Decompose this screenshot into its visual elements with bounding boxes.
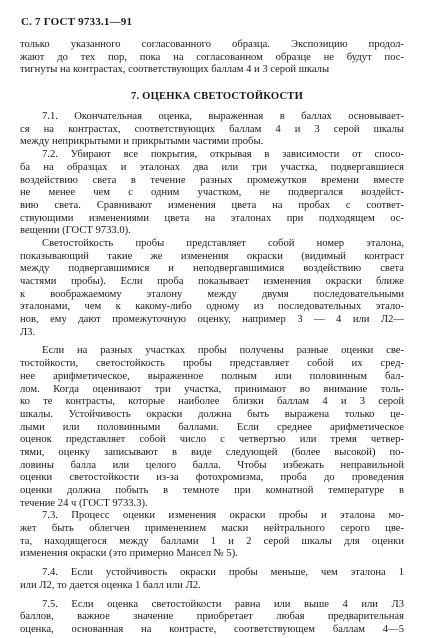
paragraph-lightfastness bbox=[20, 238, 404, 340]
spacer bbox=[20, 77, 404, 90]
text-line: оценки должна побыть в темноте при комнатной температуре в bbox=[20, 485, 404, 496]
text-line: 7.4. Если устойчивость окраски пробы меньше, чем эталона 1 bbox=[42, 567, 404, 579]
text-line: нов, ему дают промежуточную оценку, например 3 — 4 или Л2— bbox=[20, 314, 404, 326]
text-line: течение 24 ч (ГОСТ 9733.3). bbox=[20, 497, 148, 509]
text-line: между неприкрытыми и прикрытыми частями пробы. bbox=[20, 136, 264, 148]
document-body bbox=[20, 39, 404, 637]
spacer bbox=[20, 103, 404, 111]
text-line: 7.2. Убирают все покрытия, открывая в зависимости от спосо- bbox=[42, 149, 404, 161]
text-line: частями пробы). Если проба показывает изменения окраски ближе bbox=[20, 276, 404, 287]
text-line: та, находящегося между баллами 1 и 2 серой шкалы для оценки bbox=[20, 535, 404, 547]
text-line: не менее чем с одним участком, не подвергался воздейст- bbox=[20, 187, 404, 199]
text-line: ловины балла или целого балла. Чтобы избежать неправильной bbox=[20, 459, 404, 471]
text-line: изменения окраски (это примерно Мансел № 5). bbox=[20, 548, 238, 560]
text-line: лом. Когда оценивают три участка, принимают во внимание толь- bbox=[20, 383, 404, 395]
paragraph-7-2 bbox=[20, 149, 404, 238]
text-line: тигнуты на контрастах, соответствующих баллам 4 и 3 серой шкалы bbox=[20, 64, 330, 76]
text-line: шкалы. Устойчивость окраски должна быть выражена только це- bbox=[20, 408, 404, 420]
text-line: воздействию света в течение разных промежутков времени вместе bbox=[20, 174, 404, 186]
text-line: оценка, основанная на контрасте, соответствующем баллам 4—5 bbox=[20, 623, 404, 635]
paragraph-7-3 bbox=[20, 510, 404, 561]
text-line: тостойкости, светостойкость пробы представляет собой их сред- bbox=[20, 358, 404, 370]
text-line: вещении (ГОСТ 9733.0). bbox=[20, 225, 131, 237]
text-line: эталонами, чем к какому-либо одному из последовательных этало- bbox=[20, 301, 404, 313]
text-line: лыми или половинными баллами. Если среднее арифметическое bbox=[20, 421, 404, 433]
section-heading: 7. ОЦЕНКА СВЕТОСТОЙКОСТИ bbox=[130, 91, 304, 103]
text-line: ко те контрасты, которые наиболее близки баллам 4 и 3 серой bbox=[20, 396, 404, 408]
text-line: оценок представляет собой число с четвертью или тремя четвер- bbox=[20, 434, 404, 446]
text-line: баллов, важное значение приобретает любая предварительная bbox=[20, 611, 404, 623]
text-line: Если на разных участках пробы получены разные оценки све- bbox=[42, 345, 404, 357]
text-line: к воображаемому эталону между двумя последовательными bbox=[20, 288, 404, 300]
text-line: только указанного согласованного образца. Экспозицию продол- bbox=[20, 39, 404, 50]
text-line: вию света. Сравнивают изменения цвета на пробах с соответ- bbox=[20, 199, 404, 211]
text-line: нее арифметическое, выраженное полным или половинным бал- bbox=[20, 370, 404, 382]
paragraph-7-5 bbox=[20, 599, 404, 637]
text-line: жают до тех пор, пока на согласованном образце не будут пос- bbox=[20, 51, 404, 63]
text-line: 7.3. Процесс оценки изменения окраски пробы и эталона мо- bbox=[42, 510, 404, 522]
text-line: 7.1. Окончательная оценка, выраженная в баллах основывает- bbox=[42, 111, 404, 123]
text-line: тями, оценку записывают в виде следующей (более высокой) по- bbox=[20, 446, 404, 458]
text-line: между подвергавшимися и неподвергавшимися воздействию света bbox=[20, 263, 404, 275]
text-line: ся на контрастах, соответствующих баллам 4 и 3 серой шкалы bbox=[20, 123, 404, 135]
text-line: 7.5. Если оценка светостойкости равна или выше 4 или Л3 bbox=[42, 598, 404, 610]
paragraph-7-4 bbox=[20, 567, 404, 592]
text-line: показывающий такие же изменения окраски (видимый контраст bbox=[20, 250, 404, 262]
paragraph-multiple-parts bbox=[20, 345, 404, 510]
text-line: или Л2, то дается оценка 1 балл или Л2. bbox=[20, 579, 201, 591]
page-header: С. 7 ГОСТ 9733.1—91 bbox=[21, 16, 133, 28]
text-line: Светостойкость пробы представляет собой номер эталона, bbox=[42, 237, 404, 249]
paragraph-7-1 bbox=[20, 111, 404, 149]
text-line: жет быть облегчен применением маски нейтрального серого цве- bbox=[20, 523, 404, 535]
text-line: ствующими изменениями цвета на эталонах при подходящем ос- bbox=[20, 212, 404, 224]
intro-paragraph bbox=[20, 39, 404, 77]
text-line: ба на образцах и эталонах два или три участка, подвергавшиеся bbox=[20, 161, 404, 173]
text-line: Л3. bbox=[20, 326, 36, 338]
text-line: оценки светостойкости из-за фотохромизма, проба до проведения bbox=[20, 472, 404, 484]
